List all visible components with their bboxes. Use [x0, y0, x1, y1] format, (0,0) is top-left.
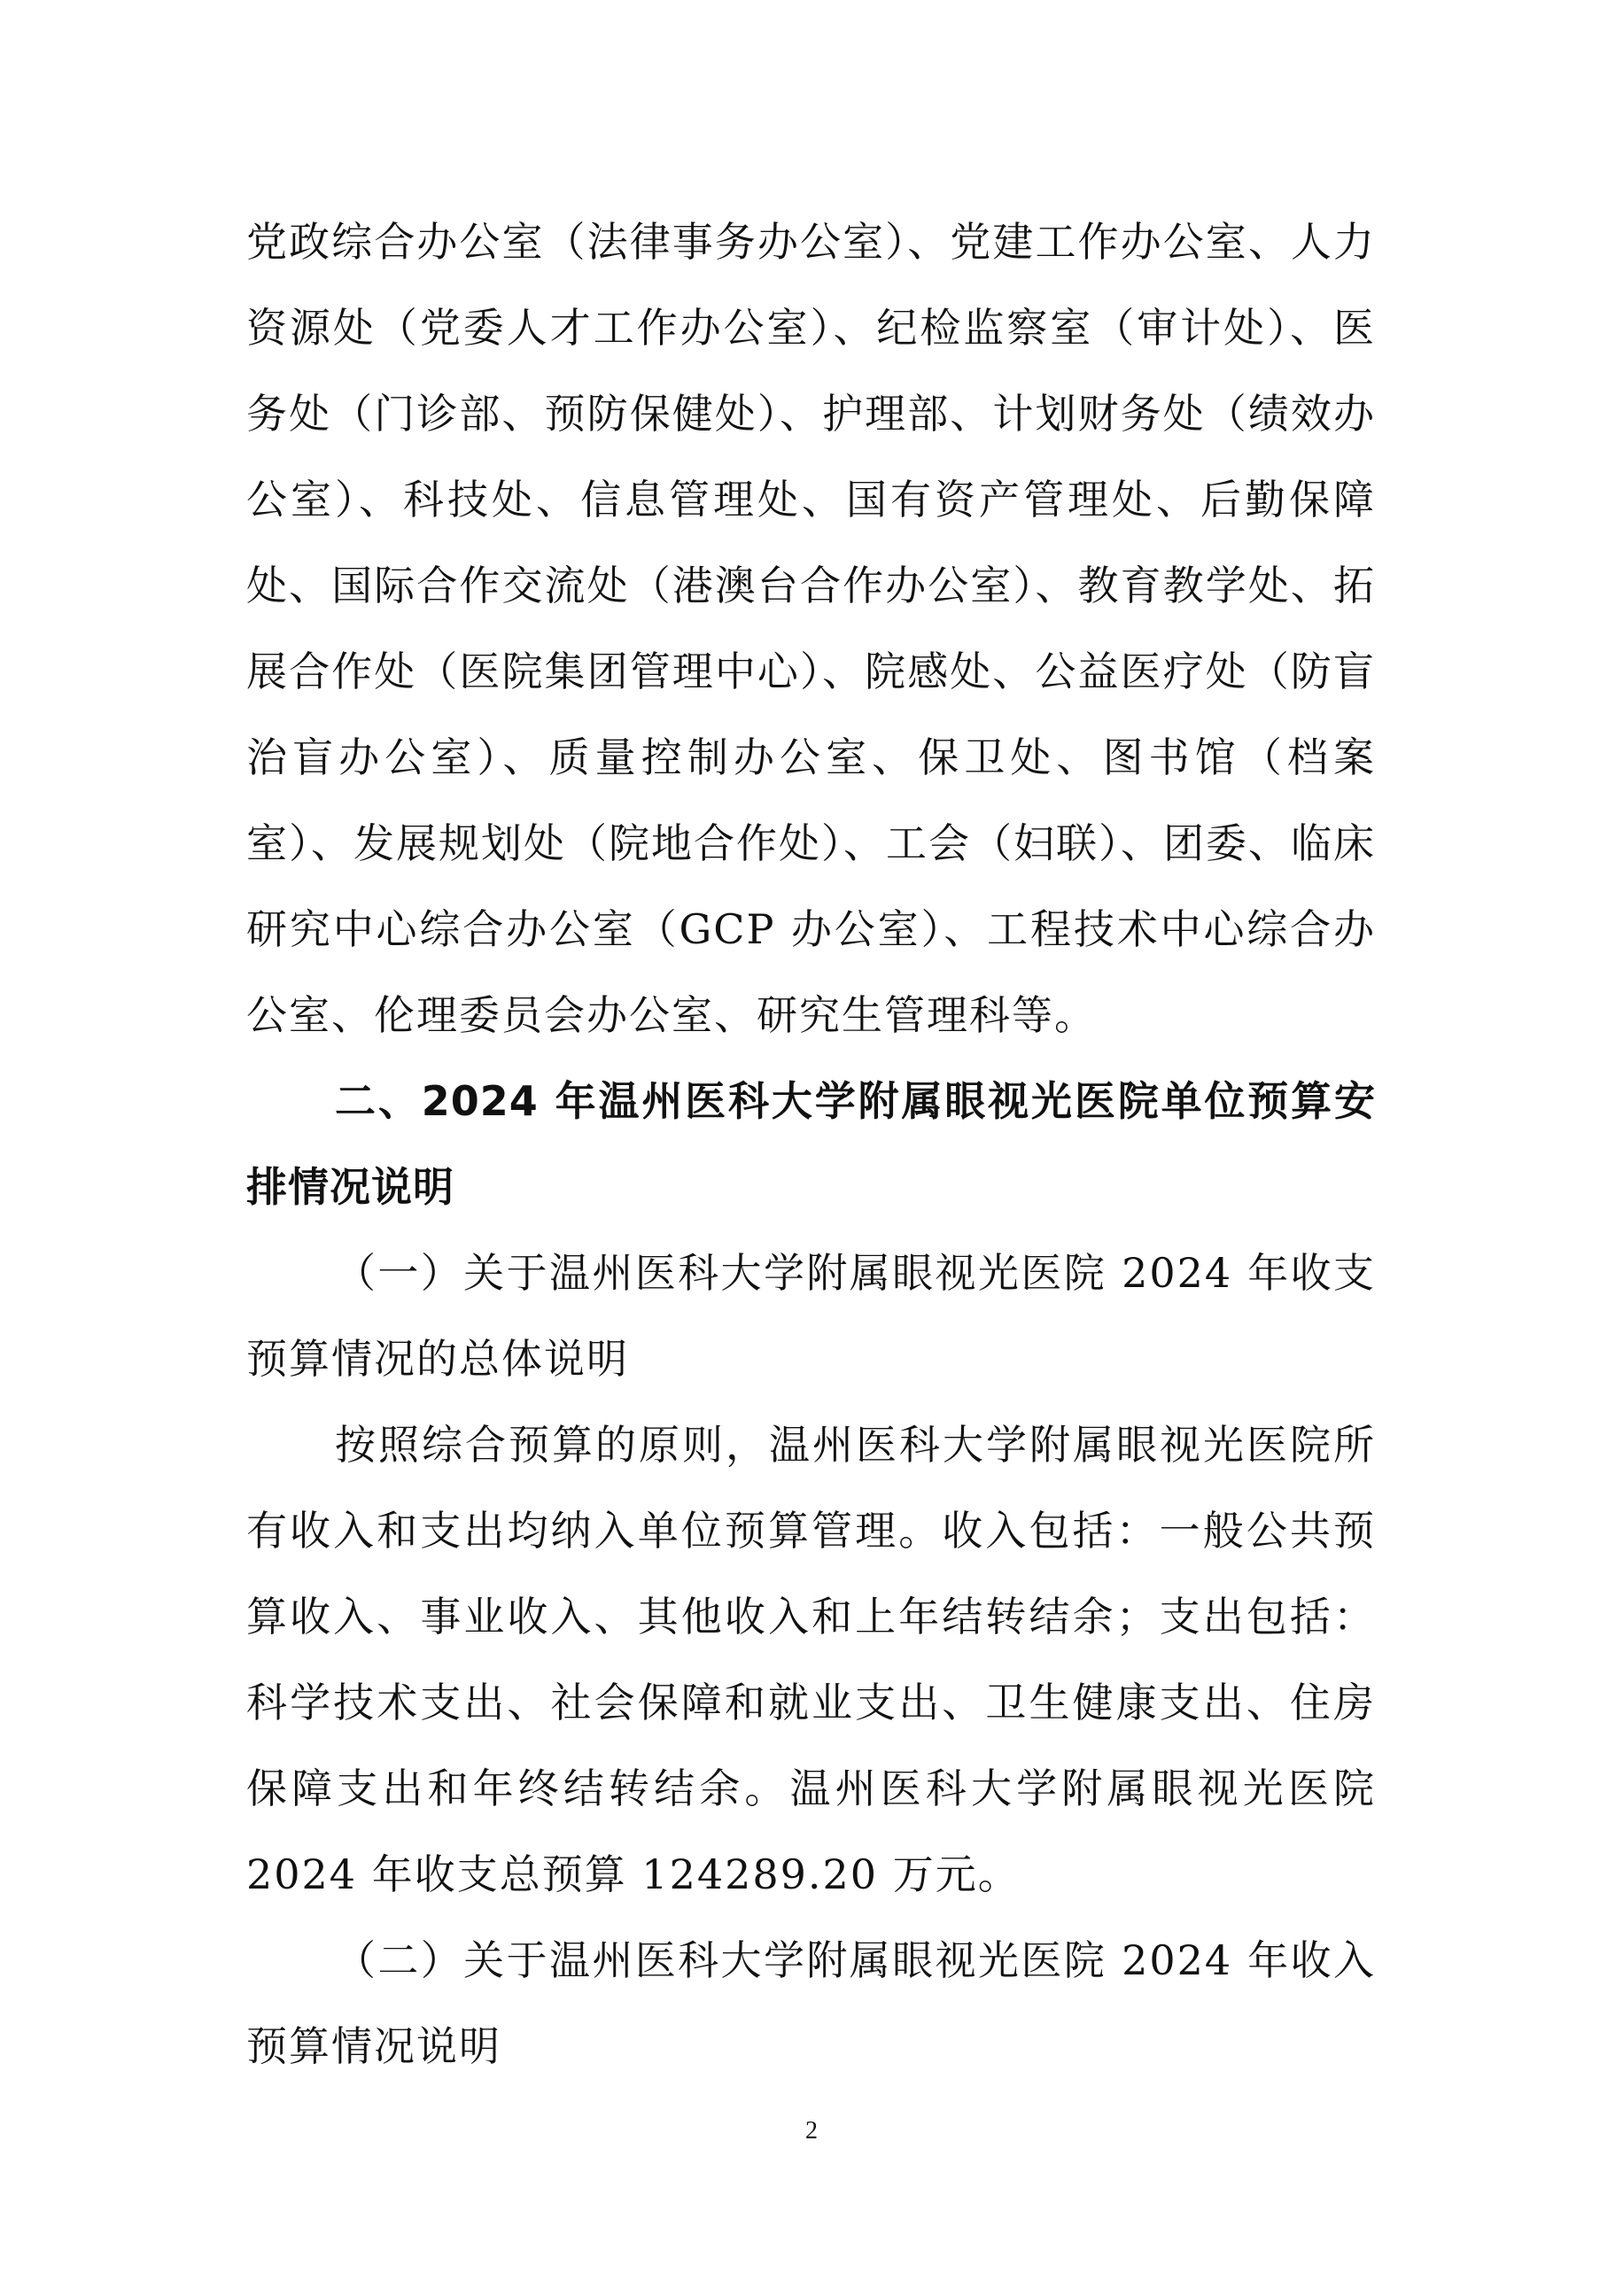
subsection-heading-2: （二）关于温州医科大学附属眼视光医院 2024 年收入预算情况说明	[246, 1936, 1376, 2070]
section-heading-2: 二、2024 年温州医科大学附属眼视光医院单位预算安排情况说明	[246, 1077, 1376, 1211]
paragraph-budget-overview: 按照综合预算的原则，温州医科大学附属眼视光医院所有收入和支出均纳入单位预算管理。收入包括：一般公共预算收入、事业收入、其他收入和上年结转结余；支出包括：科学技术支出、社会保障和就业支出、卫生健康支出、住房保障支出和年终结转结余。温州医科大学附属眼视光医院 2024 年收支总预算 124289.20 万元。	[246, 1421, 1376, 1898]
document-body	[246, 199, 1376, 2090]
page-number: 2	[805, 2117, 818, 2145]
subsection-heading-1: （一）关于温州医科大学附属眼视光医院 2024 年收支预算情况的总体说明	[246, 1249, 1376, 1383]
paragraph-department-list: 党政综合办公室（法律事务办公室）、党建工作办公室、人力资源处（党委人才工作办公室）、纪检监察室（审计处）、医务处（门诊部、预防保健处）、护理部、计划财务处（绩效办公室）、科技处、信息管理处、国有资产管理处、后勤保障处、国际合作交流处（港澳台合作办公室）、教育教学处、拓展合作处（医院集团管理中心）、院感处、公益医疗处（防盲治盲办公室）、质量控制办公室、保卫处、图书馆（档案室）、发展规划处（院地合作处）、工会（妇联）、团委、临床研究中心综合办公室（GCP 办公室）、工程技术中心综合办公室、伦理委员会办公室、研究生管理科等。	[246, 218, 1376, 1039]
